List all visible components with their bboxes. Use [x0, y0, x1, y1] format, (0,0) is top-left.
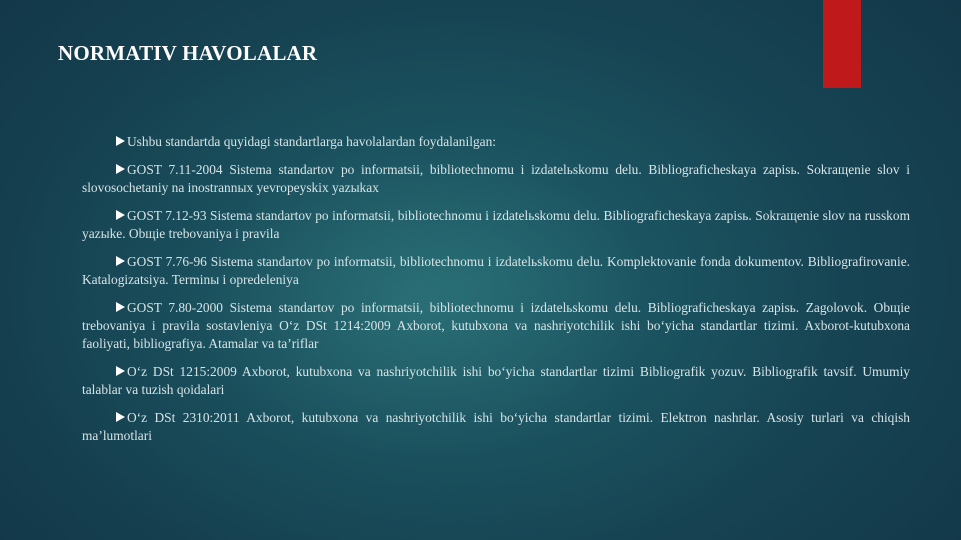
triangle-right-icon [116, 302, 125, 312]
triangle-right-icon [116, 256, 125, 266]
list-item [82, 161, 910, 197]
accent-bar [823, 0, 861, 88]
list-item-text: GOST 7.12-93 Sistema standartov po informatsii, bibliotechnomu i izdatelьskomu delu. Bibliograficheskaya zapisь. Sokraщenie slov na russkom yazыke. Obщie trebovaniya i pravila [82, 208, 910, 241]
slide-title: NORMATIV HAVOLALAR [58, 41, 318, 65]
triangle-right-icon [116, 136, 125, 146]
list-item-text: Ushbu standartda quyidagi standartlarga havolalardan foydalanilgan: [127, 134, 496, 149]
list-item [82, 207, 910, 243]
list-item-text: O‘z DSt 2310:2011 Axborot, kutubxona va nashriyotchilik ishi bo‘yicha standartlar tizimi. Elektron nashrlar. Asosiy turlari va chiqish ma’lumotlari [82, 410, 910, 443]
list-item-text: O‘z DSt 1215:2009 Axborot, kutubxona va nashriyotchilik ishi bo‘yicha standartlar tizimi Bibliografik yozuv. Bibliografik tavsif. Umumiy talablar va tuzish qoidalari [82, 364, 910, 397]
list-item-text: GOST 7.11-2004 Sistema standartov po informatsii, bibliotechnomu i izdatelьskomu delu. Bibliograficheskaya zapisь. Sokraщenie slov i slovosochetaniy na inostrannыx yevropeyskix yazыkax [82, 162, 910, 195]
list-item-text: GOST 7.76-96 Sistema standartov po informatsii, bibliotechnomu i izdatelьskomu delu. Komplektovanie fonda dokumentov. Bibliografirovanie. Katalogizatsiya. Terminы i opredeleniya [82, 254, 910, 287]
triangle-right-icon [116, 210, 125, 220]
reference-list [82, 133, 910, 455]
list-item [82, 409, 910, 445]
list-item-text: GOST 7.80-2000 Sistema standartov po informatsii, bibliotechnomu i izdatelьskomu delu. Bibliograficheskaya zapisь. Zagolovok. Obщie trebovaniya i pravila sostavleniya O‘z DSt 1214:2009 Axborot, kutubxona va nashriyotchilik ishi bo‘yicha standartlar tizimi. Axborot-kutubxona faoliyati, bibliografiya. Atamalar va ta’riflar [82, 300, 910, 351]
list-item [82, 363, 910, 399]
triangle-right-icon [116, 164, 125, 174]
triangle-right-icon [116, 366, 125, 376]
list-item [82, 299, 910, 353]
list-item [82, 133, 910, 151]
triangle-right-icon [116, 412, 125, 422]
list-item [82, 253, 910, 289]
